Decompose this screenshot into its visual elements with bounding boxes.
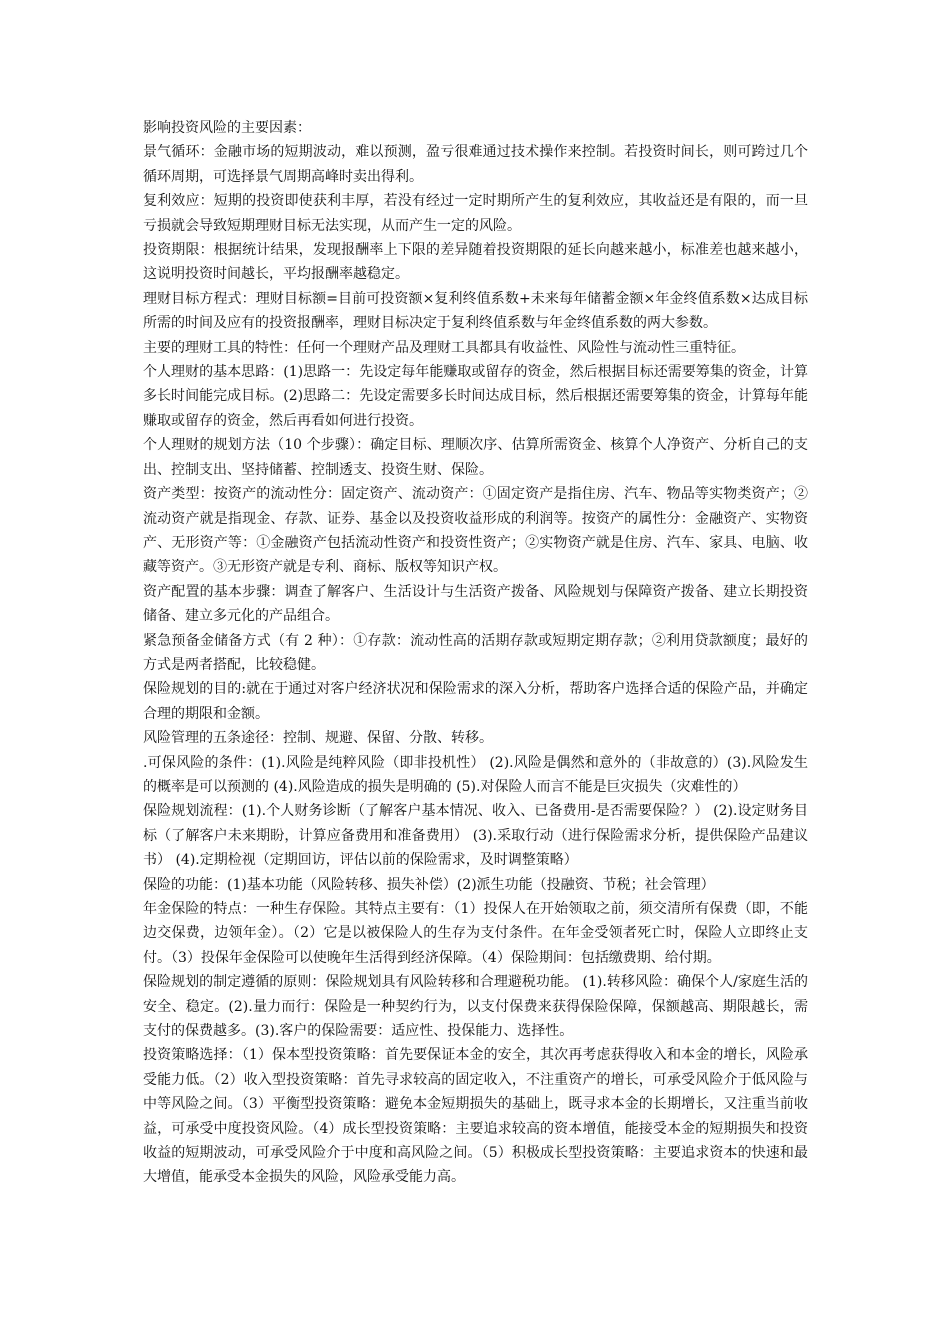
paragraph-goal-equation: 理财目标方程式：理财目标额=目前可投资额×复利终值系数+未来每年储蓄金额×年金终值系数×达成目标所需的时间及应有的投资报酬率，理财目标决定于复利终值系数与年金终值系数的两大参数。 [143, 290, 808, 332]
paragraph-insurance-functions: 保险的功能：(1)基本功能（风险转移、损失补偿）(2)派生功能（投融资、节税；社会管理） [143, 876, 715, 893]
paragraph-planning-method: 个人理财的规划方法（10 个步骤）：确定目标、理顺次序、估算所需资金、核算个人净资产、分析自己的支出、控制支出、坚持储蓄、控制透支、投资生财、保险。 [143, 437, 808, 478]
paragraph-heading: 影响投资风险的主要因素： [143, 120, 311, 136]
paragraph-compound-effect: 复利效应：短期的投资即使获利丰厚，若没有经过一定时期所产生的复利效应，其收益还是有限的，而一旦亏损就会导致短期理财目标无法实现，从而产生一定的风险。 [143, 193, 808, 234]
paragraph-investment-term: 投资期限：根据统计结果，发现报酬率上下限的差异随着投资期限的延长向越来越小，标准差也越来越小，这说明投资时间越长，平均报酬率越稳定。 [143, 242, 808, 283]
paragraph-insurance-process: 保险规划流程：(1).个人财务诊断（了解客户基本情况、收入、已备费用-是否需要保险？） (2).设定财务目标（了解客户未来期盼，计算应备费用和准备费用） (3).采取行动（进行保险需求分析，提供保险产品建议书） (4).定期检视（定期回访，评估以前的保险需求，及时调整策略） [143, 803, 808, 869]
paragraph-basic-approach: 个人理财的基本思路：(1)思路一：先设定每年能赚取或留存的资金，然后根据目标还需要筹集的资金，计算多长时间能完成目标。(2)思路二：先设定需要多长时间达成目标，然后根据还需要筹集的资金，计算每年能赚取或留存的资金，然后再看如何进行投资。 [143, 364, 808, 429]
paragraph-business-cycle: 景气循环：金融市场的短期波动，难以预测，盈亏很难通过技术操作来控制。若投资时间长，则可跨过几个循环周期，可选择景气周期高峰时卖出得利。 [143, 144, 808, 185]
document-body [143, 116, 808, 1190]
paragraph-risk-management: 风险管理的五条途径：控制、规避、保留、分散、转移。 [143, 730, 493, 747]
paragraph-insurance-principles: 保险规划的制定遵循的原则：保险规划具有风险转移和合理避税功能。 (1).转移风险：确保个人/家庭生活的安全、稳定。(2).量力而行：保险是一种契约行为，以支付保费来获得保险保障，保额越高、期限越长，需支付的保费越多。(3).客户的保险需要：适应性、投保能力、选择性。 [143, 974, 808, 1040]
paragraph-annuity: 年金保险的特点：一种生存保险。其特点主要有：（1）投保人在开始领取之前，须交清所有保费（即，不能边交保费，边领年金）。（2）它是以被保险人的生存为支付条件。在年金受领者死亡时，保险人立即终止支付。（3）投保年金保险可以使晚年生活得到经济保障。（4）保险期间：包括缴费期、给付期。 [143, 901, 808, 966]
paragraph-asset-allocation: 资产配置的基本步骤：调查了解客户、生活设计与生活资产拨备、风险规划与保障资产拨备、建立长期投资储备、建立多元化的产品组合。 [143, 583, 808, 625]
paragraph-investment-strategy: 投资策略选择：（1）保本型投资策略：首先要保证本金的安全，其次再考虑获得收入和本金的增长，风险承受能力低。（2）收入型投资策略：首先寻求较高的固定收入，不注重资产的增长，可承受风险介于低风险与中等风险之间。（3）平衡型投资策略：避免本金短期损失的基础上，既寻求本金的长期增长，又注重当前收益，可承受中度投资风险。（4）成长型投资策略：主要追求较高的资本增值，能接受本金的短期损失和投资收益的短期波动，可承受风险介于中度和高风险之间。（5）积极成长型投资策略：主要追求资本的快速和最大增值，能承受本金损失的风险，风险承受能力高。 [143, 1047, 808, 1186]
paragraph-emergency-fund: 紧急预备金储备方式（有 2 种）：①存款：流动性高的活期存款或短期定期存款；②利用贷款额度；最好的方式是两者搭配，比较稳健。 [143, 632, 808, 673]
paragraph-insurable-risk: .可保风险的条件：(1).风险是纯粹风险（即非投机性） (2).风险是偶然和意外的（非故意的）(3).风险发生的概率是可以预测的 (4).风险造成的损失是明确的 (5).对保险人而言不能是巨灾损失（灾难性的） [143, 754, 808, 795]
paragraph-tool-traits: 主要的理财工具的特性：任何一个理财产品及理财工具都具有收益性、风险性与流动性三重特征。 [143, 339, 745, 356]
paragraph-asset-types: 资产类型：按资产的流动性分：固定资产、流动资产：①固定资产是指住房、汽车、物品等实物类资产；②流动资产就是指现金、存款、证券、基金以及投资收益形成的利润等。按资产的属性分：金融资产、实物资产、无形资产等：①金融资产包括流动性资产和投资性资产；②实物资产就是住房、汽车、家具、电脑、收藏等资产。③无形资产就是专利、商标、版权等知识产权。 [143, 486, 808, 576]
paragraph-insurance-purpose: 保险规划的目的:就在于通过对客户经济状况和保险需求的深入分析，帮助客户选择合适的保险产品，并确定合理的期限和金额。 [143, 681, 808, 722]
